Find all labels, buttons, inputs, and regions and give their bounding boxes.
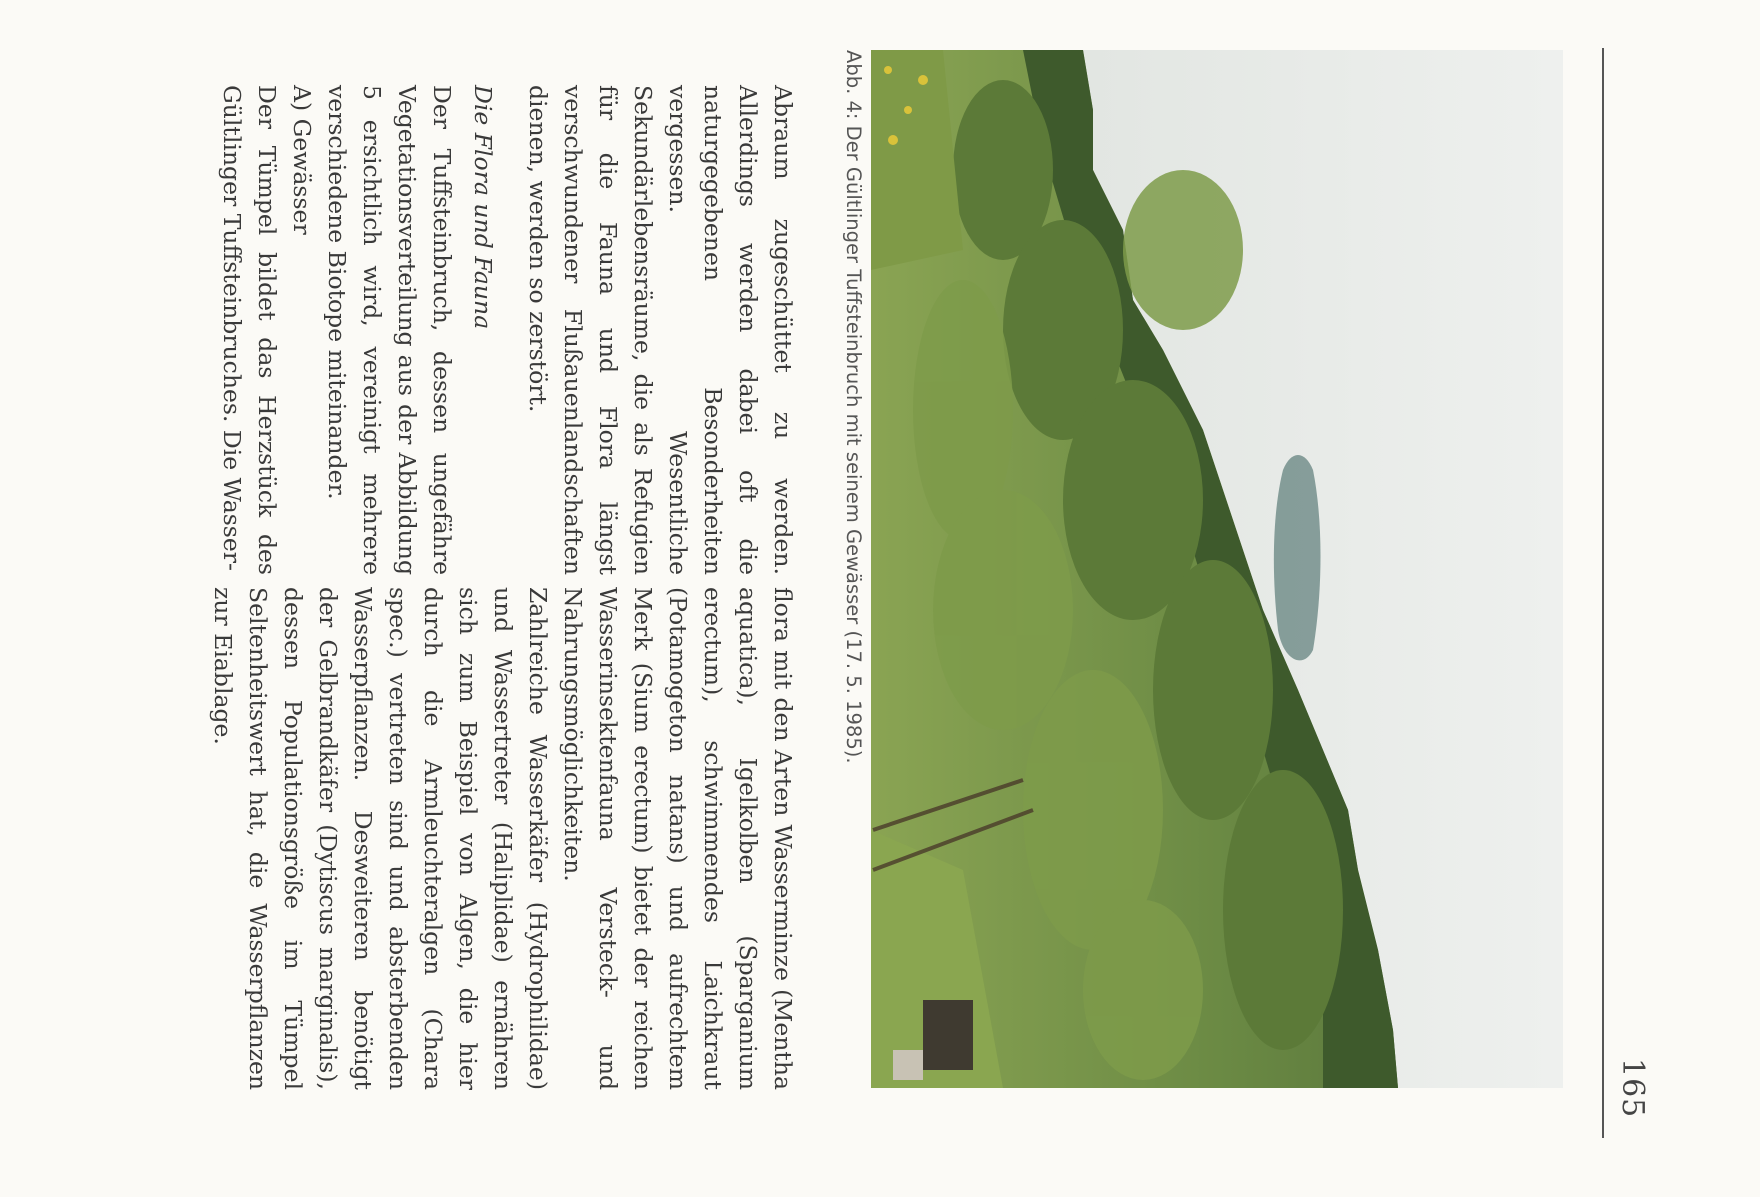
quarry-photo	[871, 50, 1563, 1088]
page-number: 165	[1615, 1058, 1650, 1119]
paragraph: Zahlreiche Wasserkäfer (Hydrophilidae) und Wassertreter (Haliplidae) ernähren sich zum Beispiel von Algen, die hier durch die Armleuchteralgen (Chara spec.) vertreten sind und absterbenden Wasserpflanzen. Desweiteren benötigt der Gelbrandkäfer (Dytiscus marginalis), dessen Populationsgröße im Tümpel Seltenheitswert hat, die Wasserpflanzen zur Eiablage.	[209, 587, 552, 1090]
subsection-heading: A) Gewässer	[288, 85, 316, 235]
paragraph: Der Tümpel bildet das Herzstück des Gültlinger Tuffsteinbruches. Die Wasser-	[218, 85, 281, 575]
quarry-photo-image	[871, 50, 1563, 1088]
paragraph: Abraum zugeschüttet zu werden. Allerdings werden dabei oft die naturgegebenen Besonderheiten vergessen. Wesentliche Sekundärlebensräume, die als Refugien für die Fauna und Flora längst verschwundener Flußauenlandschaften dienen, werden so zerstört.	[524, 85, 797, 575]
section-heading: Die Flora und Fauna	[469, 85, 497, 330]
paragraph: Der Tuffsteinbruch, dessen ungefähre Vegetationsverteilung aus der Abbildung 5 ersichtlich wird, vereinigt mehrere verschiedene Biotope miteinander.	[323, 85, 456, 575]
figure-caption: Abb. 4: Der Gültlinger Tuffsteinbruch mit seinem Gewässer (17. 5. 1985).	[842, 50, 865, 764]
right-column	[205, 587, 800, 1090]
header-rule	[1602, 48, 1604, 1138]
left-column	[214, 85, 800, 575]
paragraph: flora mit den Arten Wasserminze (Mentha aquatica), Igelkolben (Sparganium erectum), schwimmendes Laichkraut (Potamogeton natans) und aufrechtem Merk (Sium erectum) bietet der reichen Wasserinsektenfauna Versteck- und Nahrungsmöglichkeiten.	[559, 587, 797, 1090]
